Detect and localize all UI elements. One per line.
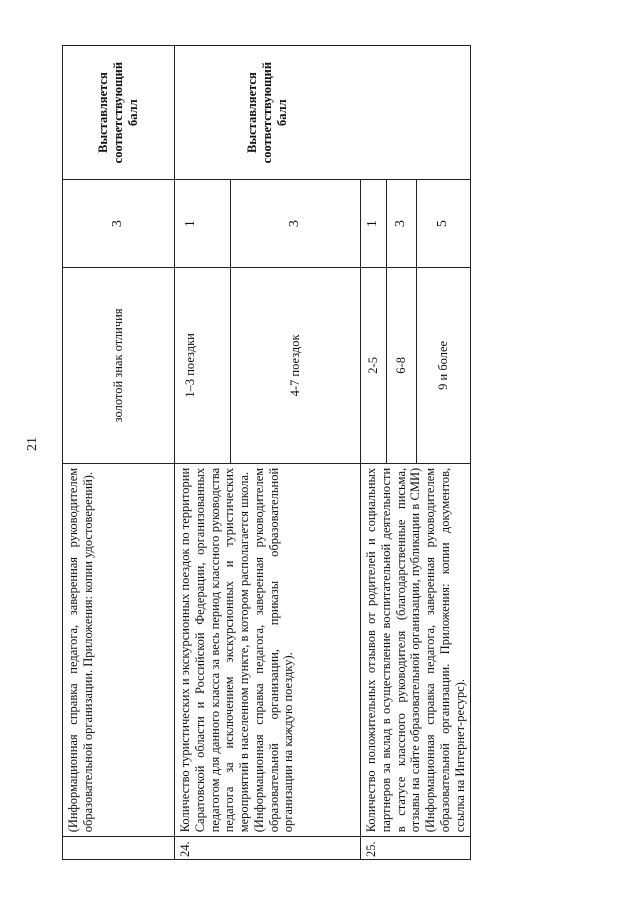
row-number-empty [63, 837, 175, 860]
criterion-cell: 6-8 [387, 267, 417, 463]
score-cell: 3 [63, 180, 175, 268]
score-cell: 3 [387, 180, 417, 268]
criterion-cell: 9 и более [417, 267, 471, 463]
rotated-page [62, 45, 467, 860]
description-text: Количество туристических и экскурсионных поездок по территории Саратовской области и Российской Федерации, организованных педагогом для данного класса за весь период классного руководства педагога за исключением экскурсионных и туристических мероприятий в населенном пункте, в котором располагается школа. [178, 467, 251, 833]
criterion-cell: 1–3 поездки [175, 267, 231, 463]
note-text: Выставляется соответствующий балл [245, 61, 289, 164]
row-number: 24. [175, 837, 361, 860]
description-text: (Информационная справка педагога, заверенная руководителем образовательной организации. Приложения: копии удостоверений). [66, 467, 95, 833]
criterion-cell: 4-7 поездок [231, 267, 361, 463]
score-cell: 1 [175, 180, 231, 268]
score-cell: 1 [361, 180, 387, 268]
row-description [175, 463, 361, 836]
criteria-table [62, 45, 471, 860]
description-text: (Информационная справка педагога, заверенная руководителем образовательной организации, приказы образовательной организации на каждую поездку). [251, 467, 296, 833]
criterion-cell: золотой знак отличия [63, 267, 175, 463]
row-description [361, 463, 471, 836]
score-cell: 3 [231, 180, 361, 268]
row-number: 25. [361, 837, 471, 860]
row-description [63, 463, 175, 836]
description-text: Количество положительных отзывов от родителей и социальных партнеров за вклад в осуществление воспитательной деятельности в статусе классного руководителя (благодарственные письма, отзывы на сайте образовательной организации, публикации в СМИ) (Информационная справка педагога, заверенная руководителем образовательной организации. Приложения: копии документов, ссылка на Интернет-ресурс). [364, 467, 467, 833]
criterion-cell: 2-5 [361, 267, 387, 463]
note-cell [175, 46, 471, 180]
score-cell: 5 [417, 180, 471, 268]
note-cell: Выставляется соответствующий балл [63, 46, 175, 180]
page-number: 21 [25, 437, 40, 451]
